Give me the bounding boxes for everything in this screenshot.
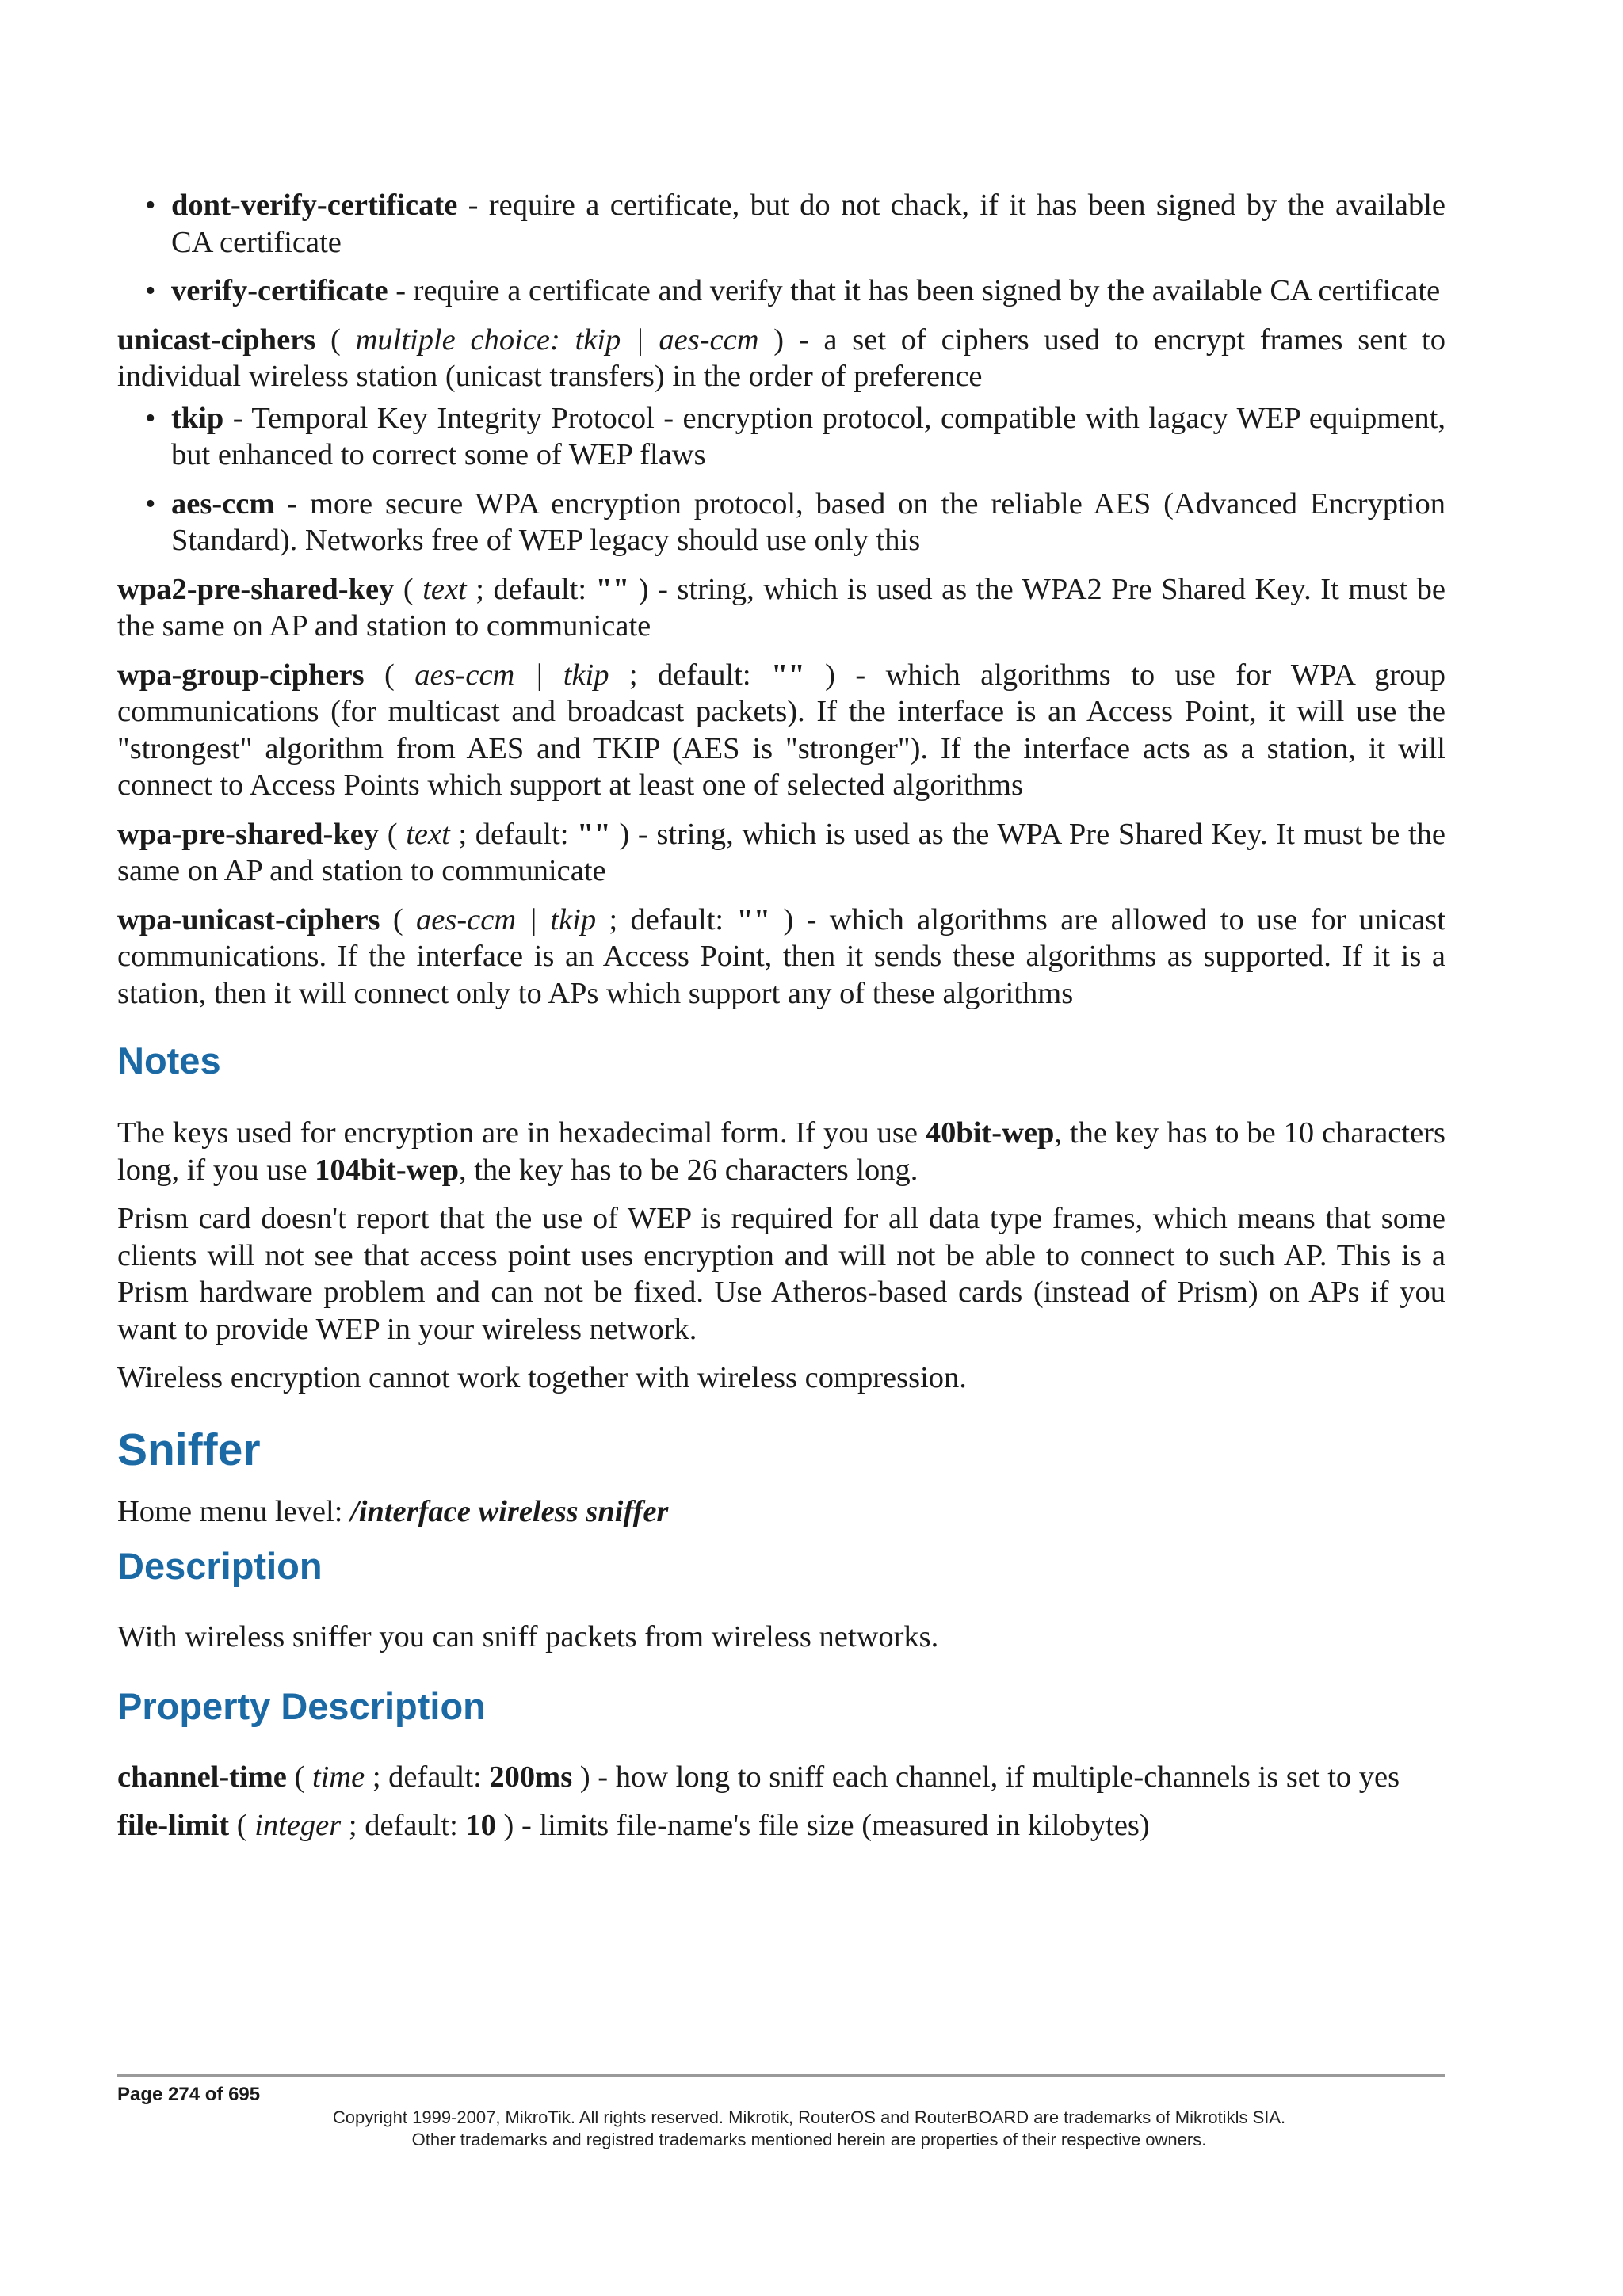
- term: wpa-group-ciphers: [117, 658, 365, 692]
- term: /interface wireless sniffer: [350, 1494, 669, 1528]
- term: dont-verify-certificate: [171, 189, 458, 222]
- text-run: - require a certificate, but do not chack, if it has been signed by the available CA certificate: [171, 189, 1445, 259]
- text-run: - more secure WPA encryption protocol, based on the reliable AES (Advanced Encryption Standard). Networks free of WEP legacy should use only this: [171, 486, 1445, 557]
- text-run: ; default:: [449, 817, 578, 851]
- text-run: , the key has to be 10 characters long, if you use: [117, 1116, 1445, 1187]
- prop-wpa-unicast-ciphers: [117, 902, 1445, 1013]
- text-run: (: [315, 322, 356, 357]
- copyright-line-1: Copyright 1999-2007, MikroTik. All rights reserved. Mikrotik, RouterOS and RouterBOARD are trademarks of Mikrotikls SIA.: [332, 2107, 1286, 2127]
- term: file-limit: [117, 1809, 230, 1842]
- term: 40bit-wep: [925, 1116, 1055, 1150]
- notes-compression: [117, 1360, 1445, 1397]
- heading-sniffer: Sniffer: [117, 1424, 261, 1475]
- term: "": [771, 658, 805, 692]
- text-run: Wireless encryption cannot work together with wireless compression.: [117, 1361, 967, 1394]
- term: 10: [465, 1809, 496, 1842]
- bullet-dot: •: [145, 486, 156, 521]
- notes-keys: [117, 1115, 1445, 1188]
- text-run: ) - limits file-name's file size (measured in kilobytes): [495, 1809, 1150, 1842]
- text-run: ; default:: [466, 572, 596, 606]
- type-spec: text: [422, 572, 467, 606]
- text-run: ; default:: [365, 1760, 490, 1794]
- text-run: (: [229, 1809, 255, 1842]
- text-run: With wireless sniffer you can sniff packets from wireless networks.: [117, 1620, 939, 1653]
- term: wpa-unicast-ciphers: [117, 902, 380, 936]
- page-number: Page 274 of 695: [117, 2084, 261, 2105]
- text-run: ) - how long to sniff each channel, if multiple-channels is set to yes: [572, 1760, 1400, 1794]
- text-run: (: [394, 572, 423, 606]
- term: "": [577, 817, 611, 851]
- text-run: (: [379, 817, 407, 851]
- text-run: (: [286, 1760, 312, 1794]
- term: tkip: [171, 401, 224, 435]
- prop-wpa-group-ciphers: [117, 657, 1445, 804]
- heading-notes: Notes: [117, 1039, 221, 1081]
- document-body: [117, 187, 1445, 1856]
- bullet-dot: •: [145, 401, 156, 435]
- text-run: Home menu level:: [117, 1494, 351, 1528]
- text-run: The keys used for encryption are in hexadecimal form. If you use: [117, 1116, 926, 1150]
- text-run: ; default:: [596, 902, 737, 936]
- bullet-dot: •: [145, 274, 156, 307]
- text-run: (: [380, 902, 417, 936]
- term: aes-ccm: [171, 486, 275, 521]
- text-run: (: [364, 658, 415, 692]
- text-run: ; default:: [609, 658, 771, 692]
- copyright-line-2: Other trademarks and registred trademarks mentioned herein are properties of their respective owners.: [411, 2130, 1207, 2149]
- prop-channel-time: [117, 1759, 1445, 1796]
- prop-wpa-pre-shared-key: [117, 816, 1445, 890]
- prop-unicast-ciphers: [117, 322, 1445, 395]
- term: wpa-pre-shared-key: [117, 817, 380, 851]
- bullet-dot: •: [145, 189, 156, 222]
- type-spec: time: [311, 1760, 365, 1794]
- term: "": [736, 902, 771, 936]
- sniffer-description: [117, 1619, 1445, 1656]
- notes-prism: [117, 1200, 1445, 1348]
- term: verify-certificate: [171, 274, 388, 307]
- bullet-tkip: [117, 400, 1445, 474]
- text-run: - Temporal Key Integrity Protocol - encryption protocol, compatible with lagacy WEP equipment, but enhanced to correct some of WEP flaws: [171, 401, 1445, 471]
- heading-description: Description: [117, 1545, 323, 1587]
- text-run: Prism card doesn't report that the use of WEP is required for all data type frames, which means that some clients will not see that access point uses encryption and will not be able to connect to such AP. This is a Prism hardware problem and can not be fixed. Use Atheros-based cards (instead of Prism) on APs if you want to provide WEP in your wireless network.: [117, 1202, 1445, 1346]
- text-run: ) - which algorithms are allowed to use for unicast communications. If the interface is an Access Point, then it sends these algorithms as supported. If it is a station, then it will connect only to APs which support any of these algorithms: [117, 902, 1445, 1010]
- type-spec: multiple choice: tkip | aes-ccm: [355, 322, 759, 357]
- prop-wpa2-pre-shared-key: [117, 571, 1445, 645]
- prop-file-limit: [117, 1807, 1445, 1844]
- term: wpa2-pre-shared-key: [117, 572, 395, 606]
- text-run: ) - which algorithms to use for WPA group communications (for multicast and broadcast packets). If the interface is an Access Point, it will use the "strongest" algorithm from AES and TKIP (AES is "stronger"). If the interface acts as a station, it will connect to Access Points which support at least one of selected algorithms: [117, 658, 1445, 802]
- text-run: ) - string, which is used as the WPA2 Pre Shared Key. It must be the same on AP and station to communicate: [117, 572, 1445, 643]
- type-spec: integer: [254, 1809, 342, 1842]
- type-spec: aes-ccm | tkip: [414, 658, 609, 692]
- text-run: - require a certificate and verify that it has been signed by the available CA certificate: [388, 274, 1441, 307]
- bullet-aes-ccm: [117, 486, 1445, 559]
- type-spec: text: [406, 817, 450, 851]
- page-footer: [117, 2074, 1445, 2151]
- heading-property-description: Property Description: [117, 1684, 486, 1727]
- text-run: ; default:: [341, 1809, 466, 1842]
- type-spec: aes-ccm | tkip: [416, 902, 597, 936]
- term: "": [595, 572, 630, 606]
- text-run: , the key has to be 26 characters long.: [458, 1153, 918, 1187]
- term: 200ms: [489, 1760, 573, 1794]
- sniffer-menu-level: [117, 1493, 1445, 1531]
- term: 104bit-wep: [315, 1153, 459, 1187]
- term: channel-time: [117, 1760, 287, 1794]
- text-run: ) - a set of ciphers used to encrypt frames sent to individual wireless station (unicast transfers) in the order of preference: [117, 322, 1445, 393]
- text-run: ) - string, which is used as the WPA Pre Shared Key. It must be the same on AP and station to communicate: [117, 817, 1445, 887]
- term: unicast-ciphers: [117, 322, 316, 357]
- bullet-verify: [117, 273, 1445, 310]
- bullet-dont-verify: [117, 187, 1445, 261]
